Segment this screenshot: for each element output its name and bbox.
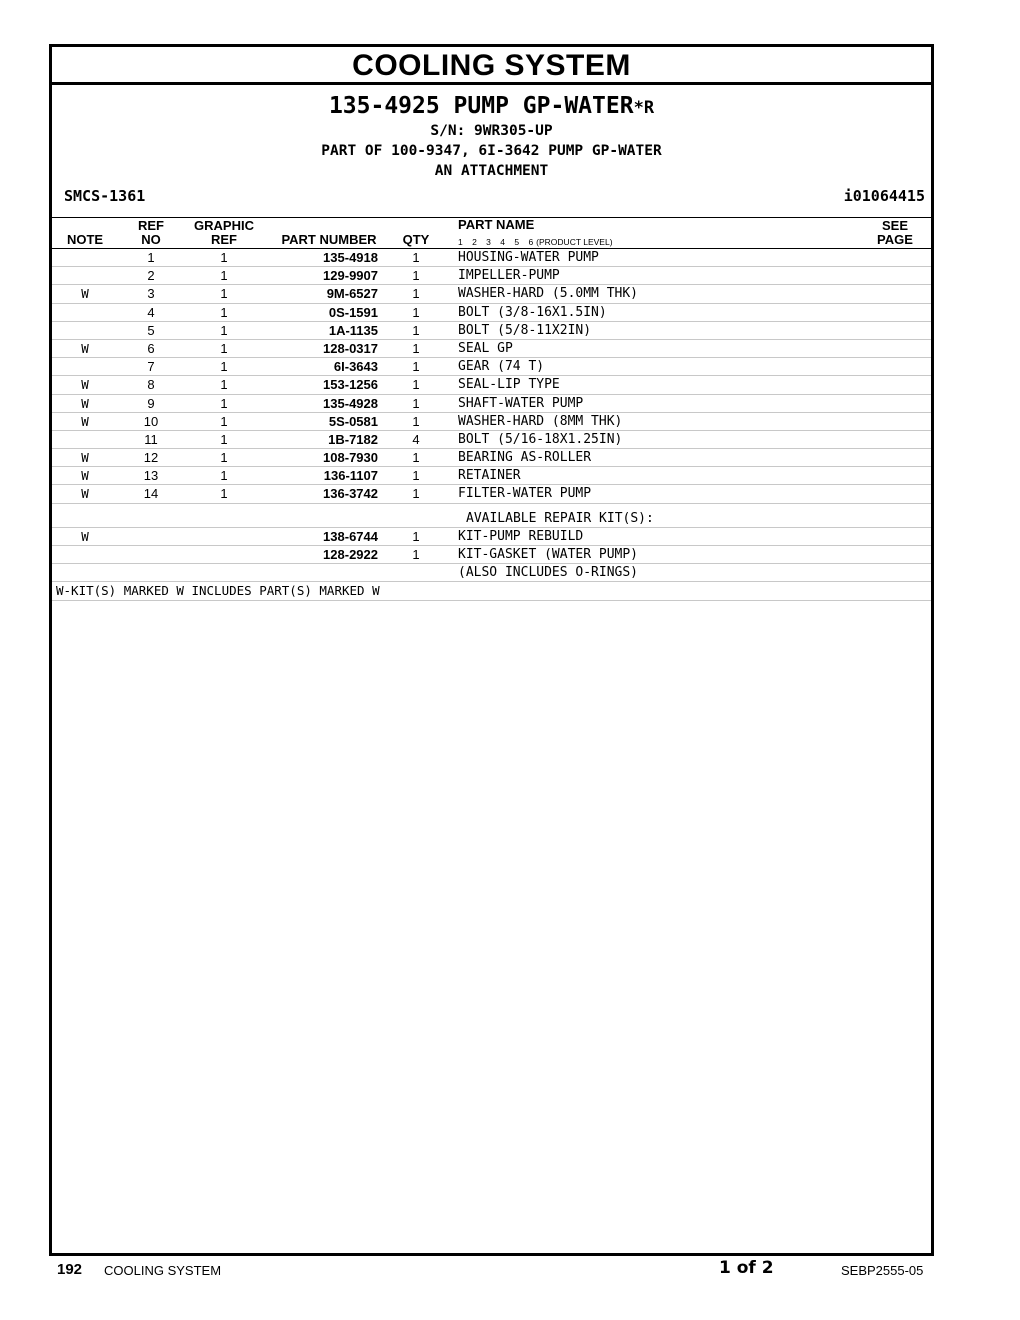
note-cell: W bbox=[81, 413, 89, 429]
graphic-ref-cell: 1 bbox=[220, 450, 228, 466]
ref-no-cell: 1 bbox=[147, 250, 155, 265]
graphic-ref-cell: 1 bbox=[220, 250, 228, 265]
ref-no-cell: 6 bbox=[147, 340, 155, 356]
part-name-cell: WASHER-HARD (8MM THK) bbox=[458, 413, 623, 429]
part-name-cell: IMPELLER-PUMP bbox=[458, 268, 560, 284]
col-note: NOTE bbox=[66, 232, 104, 247]
product-levels bbox=[458, 237, 613, 247]
qty-cell: 1 bbox=[412, 322, 420, 338]
qty-cell: 1 bbox=[412, 395, 420, 411]
part-name-cell: (ALSO INCLUDES O-RINGS) bbox=[458, 565, 639, 581]
ref-no-cell: 4 bbox=[147, 304, 155, 320]
table-row bbox=[52, 285, 931, 303]
part-of-line: PART OF 100-9347, 6I-3642 PUMP GP-WATER bbox=[321, 143, 662, 159]
ref-no-cell: 13 bbox=[143, 468, 159, 484]
qty-cell: 1 bbox=[412, 413, 420, 429]
col-ref-bottom: NO bbox=[141, 232, 161, 247]
part-name-cell: BOLT (3/8-16X1.5IN) bbox=[458, 304, 607, 320]
part-name-cell: GEAR (74 T) bbox=[458, 359, 545, 375]
qty-cell: 1 bbox=[412, 250, 420, 265]
graphic-ref-cell: 1 bbox=[220, 486, 228, 502]
column-headers bbox=[52, 217, 931, 249]
ref-no-cell: 8 bbox=[147, 377, 155, 393]
part-name-cell: BOLT (5/8-11X2IN) bbox=[458, 322, 592, 338]
part-name-cell: WASHER-HARD (5.0MM THK) bbox=[458, 286, 639, 302]
graphic-ref-cell: 1 bbox=[220, 340, 228, 356]
col-graphic-bottom: REF bbox=[211, 232, 237, 247]
qty-cell: 1 bbox=[412, 304, 420, 320]
qty-cell: 1 bbox=[412, 486, 420, 502]
qty-cell: 1 bbox=[412, 377, 420, 393]
col-part-name: PART NAME bbox=[458, 217, 535, 232]
qty-cell: 1 bbox=[412, 268, 420, 284]
table-row bbox=[52, 376, 931, 394]
part-number-cell: 128-0317 bbox=[323, 340, 378, 356]
table-row bbox=[52, 395, 931, 413]
part-number-cell: 136-1107 bbox=[323, 468, 378, 484]
qty-cell: 1 bbox=[412, 340, 420, 356]
qty-cell: 1 bbox=[412, 468, 420, 484]
graphic-ref-cell: 1 bbox=[220, 413, 228, 429]
table-row bbox=[52, 467, 931, 485]
graphic-ref-cell: 1 bbox=[220, 468, 228, 484]
page-footer bbox=[0, 1258, 1020, 1288]
col-see-bottom: PAGE bbox=[877, 232, 913, 247]
page-number: 192 bbox=[57, 1261, 83, 1278]
serial-number: S/N: 9WR305-UP bbox=[430, 123, 553, 139]
ref-no-cell: 11 bbox=[144, 431, 158, 447]
illustration-id: i01064415 bbox=[843, 187, 925, 205]
note-cell: W bbox=[81, 377, 89, 393]
page-of: 1 of 2 bbox=[719, 1258, 774, 1278]
part-number-cell: 5S-0581 bbox=[328, 413, 378, 429]
part-number-cell: 138-6744 bbox=[323, 528, 378, 544]
table-row bbox=[52, 485, 931, 503]
table-row bbox=[52, 413, 931, 431]
graphic-ref-cell: 1 bbox=[220, 304, 228, 320]
qty-cell: 4 bbox=[412, 431, 420, 447]
kit-row bbox=[52, 546, 931, 564]
part-number-cell: 0S-1591 bbox=[328, 304, 378, 320]
part-name-cell: KIT-PUMP REBUILD bbox=[458, 528, 584, 544]
qty-cell: 1 bbox=[412, 528, 420, 544]
ref-no-cell: 2 bbox=[147, 268, 155, 284]
graphic-ref-cell: 1 bbox=[220, 268, 228, 284]
col-graphic-top: GRAPHIC bbox=[194, 218, 254, 233]
note-cell: W bbox=[81, 340, 89, 356]
part-name-cell: FILTER-WATER PUMP bbox=[458, 486, 592, 502]
table-row bbox=[52, 304, 931, 322]
part-number-cell: 129-9907 bbox=[323, 268, 378, 284]
kit-row bbox=[52, 564, 931, 582]
qty-cell: 1 bbox=[412, 286, 420, 302]
part-name-cell: SHAFT-WATER PUMP bbox=[458, 395, 584, 411]
group-suffix: *R bbox=[633, 98, 655, 118]
graphic-ref-cell: 1 bbox=[220, 359, 228, 375]
ref-no-cell: 14 bbox=[143, 486, 159, 502]
note-cell: W bbox=[81, 450, 89, 466]
ref-no-cell: 9 bbox=[147, 395, 155, 411]
col-part-number: PART NUMBER bbox=[281, 232, 377, 247]
ref-no-cell: 7 bbox=[147, 359, 155, 375]
col-ref-top: REF bbox=[138, 218, 164, 233]
part-number-cell: 135-4928 bbox=[323, 395, 378, 411]
note-cell: W bbox=[81, 528, 89, 544]
table-row bbox=[52, 267, 931, 285]
parts-list bbox=[52, 249, 931, 504]
note-cell: W bbox=[81, 468, 89, 484]
graphic-ref-cell: 1 bbox=[220, 322, 228, 338]
part-number-cell: 153-1256 bbox=[323, 377, 378, 393]
smcs-code: SMCS-1361 bbox=[64, 187, 146, 205]
table-row bbox=[52, 431, 931, 449]
col-qty: QTY bbox=[402, 232, 430, 247]
part-number-cell: 128-2922 bbox=[323, 547, 378, 562]
part-name-cell: SEAL-LIP TYPE bbox=[458, 377, 560, 393]
part-number-cell: 9M-6527 bbox=[326, 286, 378, 302]
table-row bbox=[52, 358, 931, 376]
part-number-cell: 6I-3643 bbox=[333, 359, 378, 375]
kits-heading: AVAILABLE REPAIR KIT(S): bbox=[466, 510, 654, 526]
table-row bbox=[52, 449, 931, 467]
level-numbers: 1 2 3 4 5 6 bbox=[458, 237, 534, 247]
qty-cell: 1 bbox=[412, 450, 420, 466]
qty-cell: 1 bbox=[412, 547, 420, 562]
qty-cell: 1 bbox=[412, 359, 420, 375]
part-name-cell: RETAINER bbox=[458, 468, 521, 484]
part-name-cell: HOUSING-WATER PUMP bbox=[458, 250, 599, 265]
graphic-ref-cell: 1 bbox=[220, 431, 228, 447]
table-row bbox=[52, 322, 931, 340]
footer-section: COOLING SYSTEM bbox=[104, 1263, 222, 1278]
part-number-cell: 136-3742 bbox=[323, 486, 378, 502]
col-see-top: SEE bbox=[881, 218, 908, 233]
part-number-cell: 108-7930 bbox=[323, 450, 378, 466]
ref-no-cell: 12 bbox=[143, 450, 159, 466]
note-cell: W bbox=[81, 395, 89, 411]
kit-note: W-KIT(S) MARKED W INCLUDES PART(S) MARKED W bbox=[56, 583, 380, 599]
part-number-cell: 135-4918 bbox=[323, 250, 378, 265]
note-cell: W bbox=[81, 286, 89, 302]
part-number-cell: 1A-1135 bbox=[328, 322, 378, 338]
graphic-ref-cell: 1 bbox=[220, 395, 228, 411]
document-number: SEBP2555-05 bbox=[841, 1263, 924, 1278]
section-title: COOLING SYSTEM bbox=[52, 47, 931, 85]
product-level-label: (PRODUCT LEVEL) bbox=[536, 237, 613, 247]
note-cell: W bbox=[81, 486, 89, 502]
table-row bbox=[52, 340, 931, 358]
kits-heading-row bbox=[52, 510, 931, 528]
ref-no-cell: 3 bbox=[147, 286, 155, 302]
group-part: 135-4925 PUMP GP-WATER bbox=[328, 93, 634, 119]
page-frame bbox=[49, 44, 934, 1256]
kit-row bbox=[52, 528, 931, 546]
ref-no-cell: 5 bbox=[147, 322, 155, 338]
part-name-cell: SEAL GP bbox=[458, 340, 513, 356]
part-name-cell: KIT-GASKET (WATER PUMP) bbox=[458, 547, 639, 562]
part-name-cell: BOLT (5/16-18X1.25IN) bbox=[458, 431, 623, 447]
ref-no-cell: 10 bbox=[143, 413, 159, 429]
kit-note-row bbox=[52, 582, 931, 600]
graphic-ref-cell: 1 bbox=[220, 377, 228, 393]
part-number-cell: 1B-7182 bbox=[328, 431, 378, 447]
kits-list bbox=[52, 528, 931, 583]
table-row bbox=[52, 249, 931, 267]
attachment-line: AN ATTACHMENT bbox=[434, 163, 549, 179]
group-title bbox=[52, 93, 931, 119]
parts-header bbox=[52, 85, 931, 217]
part-name-cell: BEARING AS-ROLLER bbox=[458, 450, 592, 466]
graphic-ref-cell: 1 bbox=[220, 286, 228, 302]
